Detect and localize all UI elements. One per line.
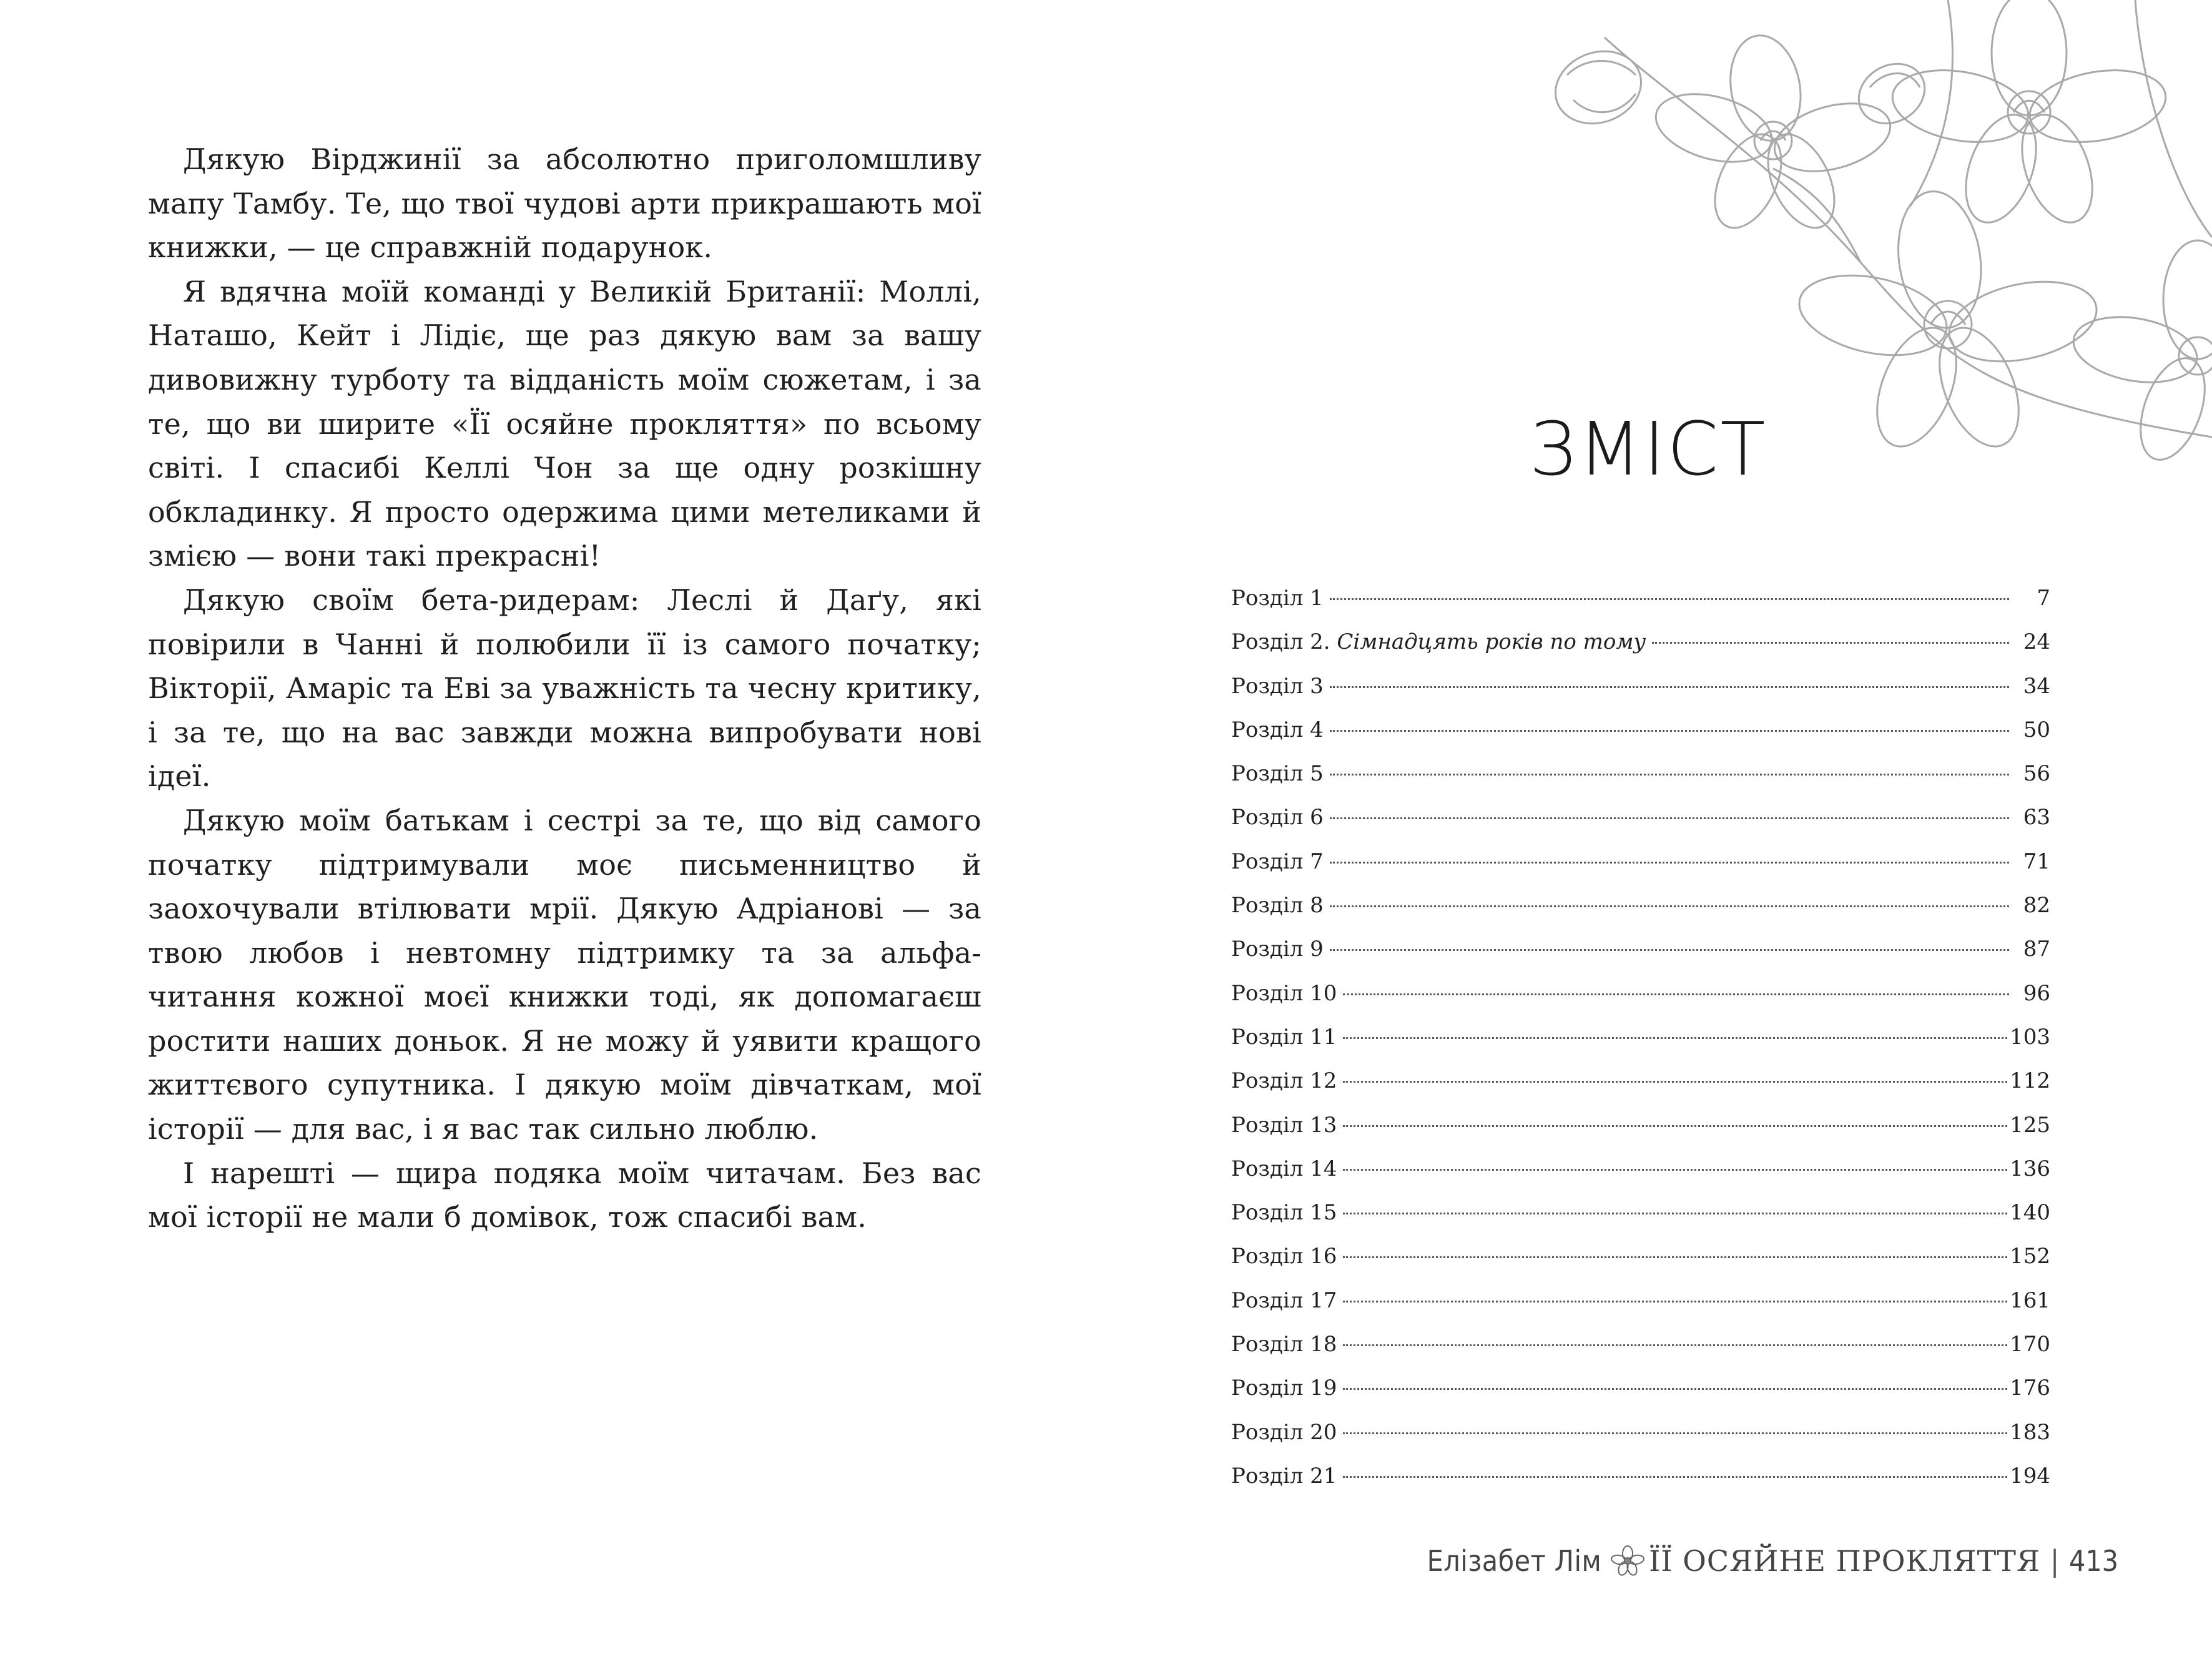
toc-entry bbox=[1231, 1156, 2050, 1200]
toc-leader-dots bbox=[1343, 1476, 2007, 1478]
toc-chapter-name: Розділ 18 bbox=[1231, 1332, 1337, 1357]
toc-entry-label bbox=[1231, 1288, 1340, 1313]
toc-leader-dots bbox=[1343, 1081, 2007, 1083]
toc-page-number: 176 bbox=[2010, 1376, 2050, 1401]
toc-leader-dots bbox=[1330, 905, 2009, 907]
table-of-contents bbox=[1231, 586, 2050, 1507]
toc-chapter-name: Розділ 9 bbox=[1231, 937, 1324, 962]
toc-chapter-name: Розділ 6 bbox=[1231, 805, 1324, 830]
ack-paragraph: Дякую моїм батькам і сестрі за те, що від самого початку підтримували моє письменництво й заохочували втілювати мрії. Дякую Адріанові — за твою любов і невтомну підтримку та за альфа-читання кожної моєї книжки тоді, як допомагаєш ростити наших доньок. Я не можу й уявити кращого життєвого супутника. І дякую моїм дівчаткам, мої історії — для вас, і я вас так сильно люблю. bbox=[148, 803, 981, 1146]
toc-page-number: 34 bbox=[2023, 673, 2050, 699]
acknowledgements-page bbox=[148, 137, 981, 1239]
toc-leader-dots bbox=[1343, 993, 2009, 995]
toc-page-number: 56 bbox=[2023, 761, 2050, 787]
running-footer bbox=[1427, 1543, 2118, 1578]
toc-entry bbox=[1231, 717, 2050, 761]
toc-entry-label bbox=[1231, 674, 1327, 699]
ack-paragraph: І нарешті — щира подяка моїм читачам. Без вас мої історії не мали б домівок, тож спасибі вам. bbox=[148, 1156, 981, 1234]
toc-chapter-subtitle: Сімнадцять років по тому bbox=[1337, 629, 1646, 655]
toc-chapter-name: Розділ 21 bbox=[1231, 1463, 1337, 1489]
toc-leader-dots bbox=[1343, 1432, 2007, 1434]
toc-entry bbox=[1231, 893, 2050, 937]
toc-entry bbox=[1231, 586, 2050, 629]
toc-page-number: 140 bbox=[2010, 1200, 2050, 1226]
toc-chapter-name: Розділ 10 bbox=[1231, 980, 1337, 1006]
toc-page-number: 71 bbox=[2023, 849, 2050, 874]
toc-leader-dots bbox=[1330, 686, 2009, 688]
toc-entry bbox=[1231, 1288, 2050, 1332]
toc-chapter-name: Розділ 15 bbox=[1231, 1200, 1337, 1226]
toc-entry bbox=[1231, 805, 2050, 849]
toc-chapter-name: Розділ 1 bbox=[1231, 586, 1324, 611]
toc-entry bbox=[1231, 937, 2050, 980]
footer-separator: | bbox=[2050, 1544, 2060, 1578]
toc-leader-dots bbox=[1343, 1301, 2007, 1302]
toc-entry-label bbox=[1231, 1420, 1340, 1445]
toc-entry-label bbox=[1231, 717, 1327, 742]
toc-leader-dots bbox=[1343, 1125, 2007, 1127]
footer-book-title: ЇЇ ОСЯЙНЕ ПРОКЛЯТТЯ bbox=[1649, 1544, 2041, 1578]
toc-entry bbox=[1231, 674, 2050, 717]
toc-chapter-name: Розділ 7 bbox=[1231, 849, 1324, 874]
toc-page-number: 103 bbox=[2010, 1024, 2050, 1050]
toc-entry-label bbox=[1231, 1068, 1340, 1093]
toc-title: ЗМІСТ bbox=[1529, 406, 1767, 492]
toc-page-number: 87 bbox=[2023, 937, 2050, 962]
toc-leader-dots bbox=[1343, 1037, 2007, 1039]
toc-entry bbox=[1231, 1113, 2050, 1156]
toc-entry-label bbox=[1231, 937, 1327, 962]
footer-page-number: 413 bbox=[2069, 1544, 2118, 1578]
toc-entry bbox=[1231, 981, 2050, 1025]
toc-leader-dots bbox=[1330, 730, 2009, 732]
toc-entry bbox=[1231, 1332, 2050, 1376]
toc-leader-dots bbox=[1343, 1213, 2007, 1214]
toc-page-number: 161 bbox=[2010, 1287, 2050, 1313]
toc-entry-label bbox=[1231, 805, 1327, 830]
ack-paragraph: Дякую своїм бета-ридерам: Леслі й Даґу, які повірили в Чанні й полюбили її із самого початку; Вікторії, Амаріс та Еві за уважність та чесну критику, і за те, що на вас завжди можна випробувати нові ідеї. bbox=[148, 583, 981, 794]
toc-chapter-name: Розділ 5 bbox=[1231, 761, 1324, 787]
toc-entry bbox=[1231, 629, 2050, 673]
toc-leader-dots bbox=[1343, 1169, 2007, 1171]
toc-page-number: 170 bbox=[2010, 1332, 2050, 1357]
toc-entry-label bbox=[1231, 1200, 1340, 1225]
toc-entry bbox=[1231, 1376, 2050, 1419]
toc-chapter-name: Розділ 16 bbox=[1231, 1244, 1337, 1269]
toc-entry bbox=[1231, 1200, 2050, 1244]
toc-page-number: 136 bbox=[2010, 1156, 2050, 1181]
ack-paragraph: Я вдячна моїй команді у Великій Британії: Моллі, Наташо, Кейт і Лідіє, ще раз дякую вам за вашу дивовижну турботу та відданість моїм сюжетам, і за те, що ви ширите «Її осяйне прокляття» по всьому світі. І спасибі Келлі Чон за ще одну розкішну обкладинку. Я просто одержима цими метеликами й змією — вони такі прекрасні! bbox=[148, 274, 981, 573]
toc-chapter-name: Розділ 8 bbox=[1231, 893, 1324, 918]
toc-page-number: 194 bbox=[2010, 1463, 2050, 1489]
toc-page-number: 152 bbox=[2010, 1244, 2050, 1269]
toc-entry bbox=[1231, 1025, 2050, 1068]
footer-author: Елізабет Лім bbox=[1427, 1544, 1602, 1578]
toc-page-number: 82 bbox=[2023, 893, 2050, 918]
toc-leader-dots bbox=[1343, 1344, 2007, 1346]
toc-leader-dots bbox=[1343, 1388, 2007, 1390]
toc-entry-label bbox=[1231, 893, 1327, 918]
ack-paragraph: Дякую Вірджинії за абсолютно приголомшливу мапу Тамбу. Те, що твої чудові арти прикрашають мої книжки, — це справжній подарунок. bbox=[148, 142, 981, 265]
toc-leader-dots bbox=[1330, 862, 2009, 864]
toc-entry-label bbox=[1231, 1464, 1340, 1489]
toc-entry bbox=[1231, 1464, 2050, 1507]
toc-page-number: 96 bbox=[2023, 980, 2050, 1006]
toc-page-number: 112 bbox=[2010, 1068, 2050, 1094]
orchid-icon bbox=[1610, 1543, 1645, 1578]
toc-entry bbox=[1231, 1068, 2050, 1112]
toc-page-number: 125 bbox=[2010, 1112, 2050, 1138]
toc-chapter-name: Розділ 14 bbox=[1231, 1156, 1337, 1181]
toc-leader-dots bbox=[1652, 642, 2009, 644]
toc-chapter-name: Розділ 13 bbox=[1231, 1112, 1337, 1138]
toc-entry-label bbox=[1231, 629, 1649, 654]
toc-page-number: 183 bbox=[2010, 1419, 2050, 1445]
toc-leader-dots bbox=[1330, 817, 2009, 819]
toc-chapter-name: Розділ 12 bbox=[1231, 1068, 1337, 1094]
toc-entry-label bbox=[1231, 1113, 1340, 1138]
toc-entry-label bbox=[1231, 1332, 1340, 1357]
toc-chapter-name: Розділ 20 bbox=[1231, 1419, 1337, 1445]
toc-page-number: 7 bbox=[2037, 586, 2050, 611]
toc-entry-label bbox=[1231, 849, 1327, 874]
toc-chapter-name: Розділ 11 bbox=[1231, 1024, 1337, 1050]
toc-leader-dots bbox=[1330, 598, 2009, 600]
toc-page-number: 50 bbox=[2023, 717, 2050, 742]
toc-entry-label bbox=[1231, 1244, 1340, 1269]
toc-page-number: 24 bbox=[2023, 629, 2050, 655]
toc-entry bbox=[1231, 849, 2050, 893]
toc-leader-dots bbox=[1330, 774, 2009, 775]
toc-page-number: 63 bbox=[2023, 805, 2050, 830]
toc-chapter-name: Розділ 3 bbox=[1231, 673, 1324, 699]
toc-entry-label bbox=[1231, 981, 1340, 1006]
toc-leader-dots bbox=[1330, 949, 2009, 951]
toc-chapter-name: Розділ 17 bbox=[1231, 1287, 1337, 1313]
toc-chapter-name: Розділ 2. bbox=[1231, 629, 1330, 655]
toc-entry-label bbox=[1231, 1025, 1340, 1050]
toc-entry bbox=[1231, 1244, 2050, 1287]
toc-entry-label bbox=[1231, 761, 1327, 786]
toc-entry-label bbox=[1231, 1156, 1340, 1181]
toc-entry-label bbox=[1231, 586, 1327, 611]
toc-leader-dots bbox=[1343, 1256, 2007, 1258]
toc-entry bbox=[1231, 761, 2050, 805]
toc-entry bbox=[1231, 1420, 2050, 1464]
toc-entry-label bbox=[1231, 1376, 1340, 1401]
toc-chapter-name: Розділ 4 bbox=[1231, 717, 1324, 742]
toc-chapter-name: Розділ 19 bbox=[1231, 1376, 1337, 1401]
